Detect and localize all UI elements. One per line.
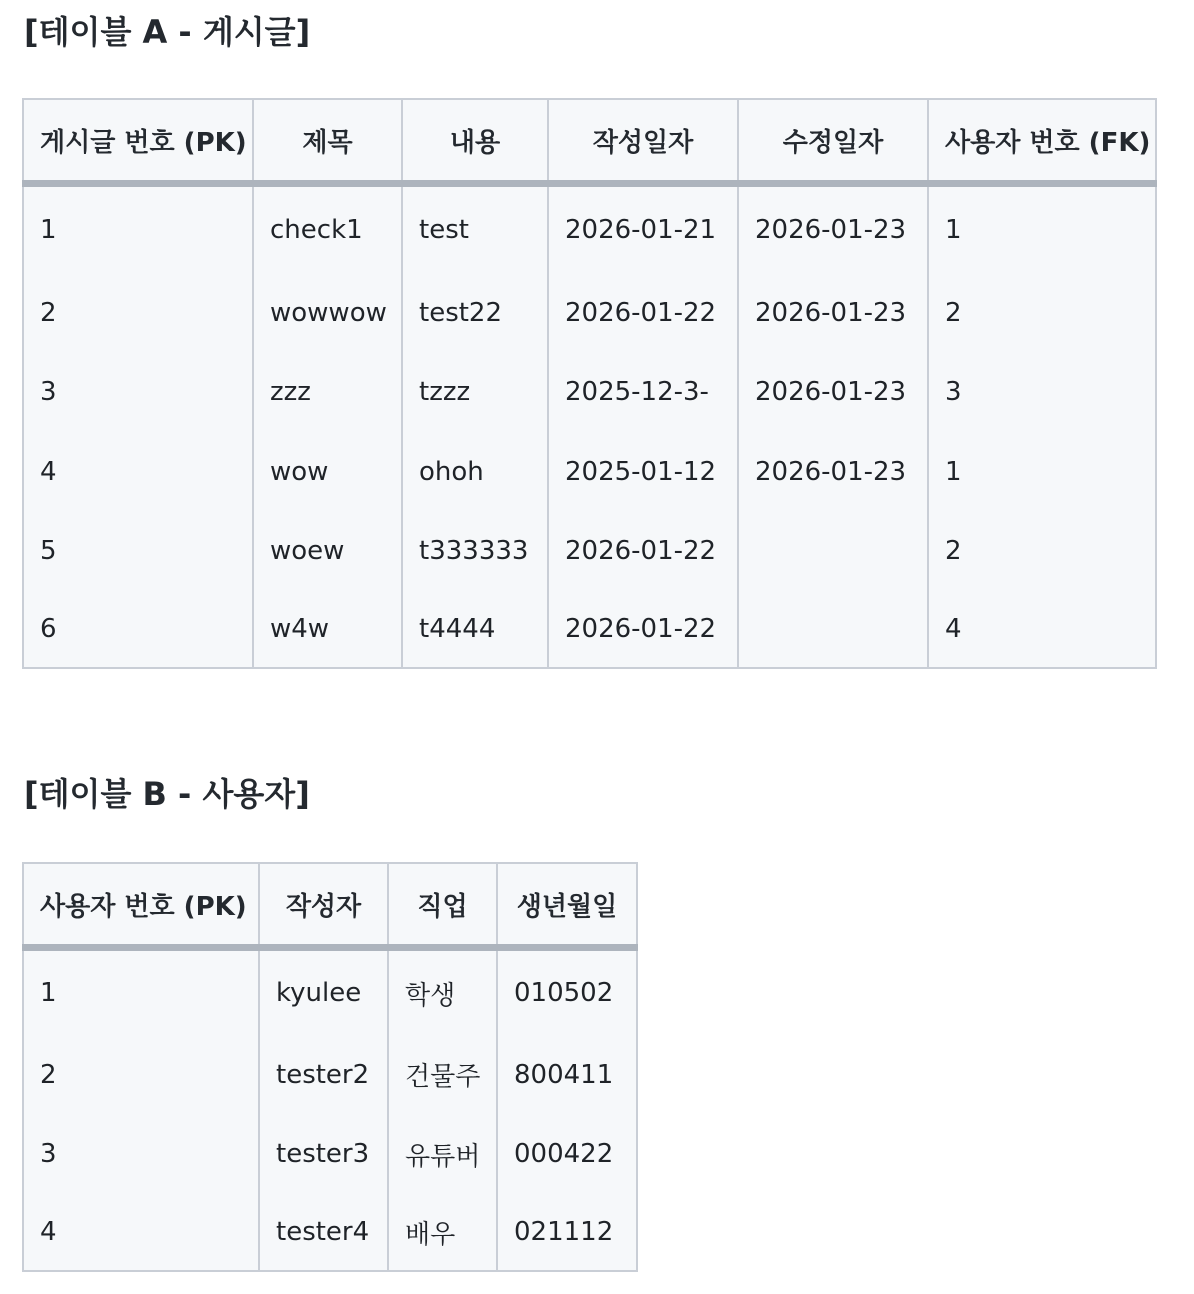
table-row [23, 948, 637, 1036]
table-cell: 800411 [497, 1035, 637, 1115]
table-cell: 3 [928, 353, 1156, 433]
header-modified-date: 수정일자 [738, 99, 928, 184]
table-row [23, 1115, 637, 1195]
table-cell: 021112 [497, 1194, 637, 1271]
table-cell: 4 [928, 591, 1156, 668]
table-cell: 2 [928, 512, 1156, 592]
table-cell: wowwow [253, 273, 402, 353]
table-cell: 2 [928, 273, 1156, 353]
table-cell: 3 [23, 353, 253, 433]
table-cell: 건물주 [388, 1035, 497, 1115]
table-cell: 2026-01-23 [738, 353, 928, 433]
table-cell: tester4 [259, 1194, 388, 1271]
table-cell: 1 [928, 432, 1156, 512]
table-cell: 2026-01-22 [548, 512, 738, 592]
table-row [23, 273, 1156, 353]
table-cell: 2 [23, 273, 253, 353]
table-cell: 000422 [497, 1115, 637, 1195]
table-cell [738, 512, 928, 592]
table-cell: 학생 [388, 948, 497, 1036]
table-cell: 1 [928, 184, 1156, 274]
table-cell: 2026-01-21 [548, 184, 738, 274]
table-row [23, 1035, 637, 1115]
table-cell: 4 [23, 1194, 259, 1271]
table-header-row [23, 99, 1156, 184]
table-cell: 2025-01-12 [548, 432, 738, 512]
table-cell: wow [253, 432, 402, 512]
table-cell: test [402, 184, 548, 274]
header-author: 작성자 [259, 863, 388, 948]
table-cell: 2026-01-23 [738, 273, 928, 353]
table-row [23, 353, 1156, 433]
table-cell: 2026-01-23 [738, 184, 928, 274]
table-cell: 3 [23, 1115, 259, 1195]
posts-table [22, 98, 1157, 669]
users-table [22, 862, 638, 1272]
table-cell: woew [253, 512, 402, 592]
header-user-id: 사용자 번호 (PK) [23, 863, 259, 948]
table-b-title: [테이블 B - 사용자] [24, 775, 310, 813]
table-header-row [23, 863, 637, 948]
table-row [23, 184, 1156, 274]
table-cell: 010502 [497, 948, 637, 1036]
table-cell: w4w [253, 591, 402, 668]
table-cell: zzz [253, 353, 402, 433]
header-post-content: 내용 [402, 99, 548, 184]
header-post-title: 제목 [253, 99, 402, 184]
table-cell: 1 [23, 184, 253, 274]
header-created-date: 작성일자 [548, 99, 738, 184]
table-cell: tester3 [259, 1115, 388, 1195]
table-cell: tester2 [259, 1035, 388, 1115]
table-cell: 2026-01-22 [548, 273, 738, 353]
table-cell: 유튜버 [388, 1115, 497, 1195]
table-cell: 배우 [388, 1194, 497, 1271]
table-cell: 5 [23, 512, 253, 592]
table-row [23, 1194, 637, 1271]
table-cell: check1 [253, 184, 402, 274]
table-cell: 6 [23, 591, 253, 668]
table-cell [738, 591, 928, 668]
header-user-id-fk: 사용자 번호 (FK) [928, 99, 1156, 184]
table-cell: 1 [23, 948, 259, 1036]
table-a-title: [테이블 A - 게시글] [24, 13, 311, 51]
table-row [23, 432, 1156, 512]
table-row [23, 512, 1156, 592]
table-cell: test22 [402, 273, 548, 353]
table-cell: 2026-01-23 [738, 432, 928, 512]
table-row [23, 591, 1156, 668]
header-birthdate: 생년월일 [497, 863, 637, 948]
table-cell: t333333 [402, 512, 548, 592]
table-cell: 2025-12-3- [548, 353, 738, 433]
table-cell: t4444 [402, 591, 548, 668]
table-cell: ohoh [402, 432, 548, 512]
table-cell: 2026-01-22 [548, 591, 738, 668]
table-cell: 4 [23, 432, 253, 512]
header-job: 직업 [388, 863, 497, 948]
table-cell: tzzz [402, 353, 548, 433]
table-cell: 2 [23, 1035, 259, 1115]
header-post-id: 게시글 번호 (PK) [23, 99, 253, 184]
table-cell: kyulee [259, 948, 388, 1036]
